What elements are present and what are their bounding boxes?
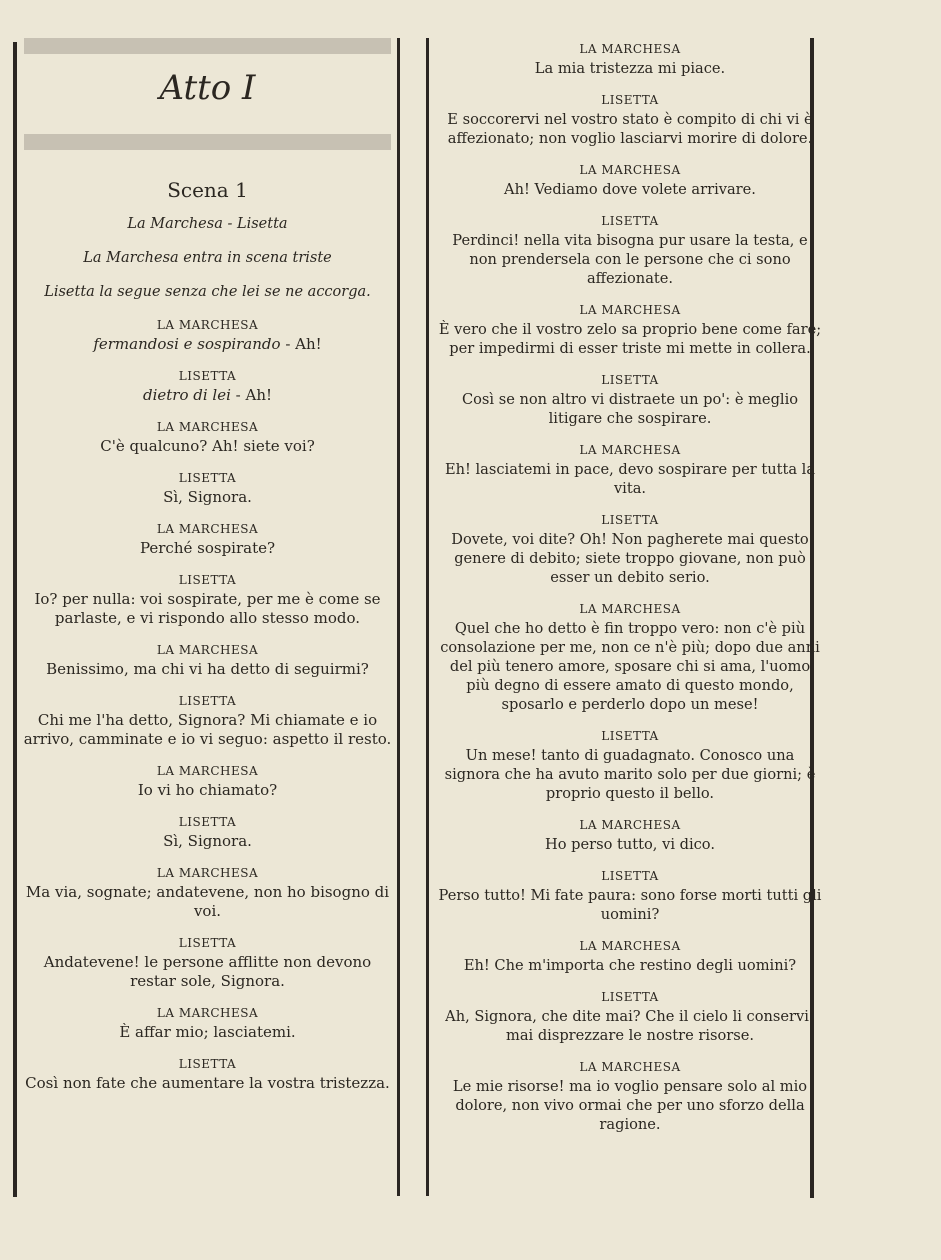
dialogue-entry (20, 522, 395, 558)
dialogue-line (20, 953, 395, 991)
dialogue-entry (438, 818, 822, 854)
speaker-name: LISETTA (178, 369, 237, 383)
speaker-name: LISETTA (601, 214, 659, 228)
speaker-name: LA MARCHESA (156, 643, 259, 657)
dialogue-text: Così se non altro vi distraete un po': è meglio litigare che sospirare. (461, 391, 799, 427)
left-column (20, 38, 395, 1108)
speaker-name: LISETTA (178, 936, 237, 950)
speaker-name: LA MARCHESA (579, 163, 681, 177)
dialogue-line (438, 835, 822, 854)
dialogue-text: È vero che il vostro zelo sa proprio bene come fare; per impedirmi di esser triste mi mette in collera. (438, 321, 822, 357)
stage-direction-inline: dietro di lei (142, 386, 231, 404)
speaker-name: LA MARCHESA (156, 318, 259, 332)
dialogue-entry (438, 42, 822, 78)
speaker-name: LA MARCHESA (579, 443, 681, 457)
dialogue-entry (438, 990, 822, 1045)
dialogue-text: Ma via, sognate; andatevene, non ho bisogno di voi. (25, 883, 390, 920)
dialogue-text: Perso tutto! Mi fate paura: sono forse morti tutti gli uomini? (438, 887, 822, 923)
dialogue-entry (438, 1060, 822, 1134)
dialogue-entry (20, 694, 395, 749)
dialogue-line (438, 530, 822, 587)
dialogue-line (438, 390, 822, 428)
speaker-name: LA MARCHESA (579, 602, 681, 616)
speaker-name: LA MARCHESA (156, 764, 259, 778)
dialogue-entry (438, 729, 822, 803)
speaker-name: LISETTA (601, 990, 659, 1004)
dialogue-text: Io? per nulla: voi sospirate, per me è come se parlaste, e vi rispondo allo stesso modo. (34, 590, 381, 627)
dialogue-line (438, 59, 822, 78)
dialogue-entry (438, 513, 822, 587)
header-bar-top (24, 38, 391, 54)
dialogue-entry (20, 573, 395, 628)
dialogue-text: Ho perso tutto, vi dico. (545, 836, 715, 853)
dialogue-line (20, 1074, 395, 1093)
dialogue-text: - Ah! (285, 335, 322, 353)
dialogue-line (438, 956, 822, 975)
speaker-name: LISETTA (178, 815, 237, 829)
dialogue-line (20, 437, 395, 456)
dialogue-entry (20, 866, 395, 921)
dialogue-entry (20, 815, 395, 851)
dialogue-line (20, 781, 395, 800)
dialogue-line (20, 539, 395, 558)
dialogue-text: Così non fate che aumentare la vostra tristezza. (25, 1074, 390, 1092)
speaker-name: LISETTA (601, 869, 659, 883)
dialogue-line (438, 180, 822, 199)
stage-direction: La Marchesa entra in scena triste (83, 250, 332, 266)
dialogue-entry (20, 1057, 395, 1093)
dialogue-line (20, 1023, 395, 1042)
speaker-name: LA MARCHESA (156, 420, 259, 434)
dialogue-entry (20, 369, 395, 405)
left-margin-rule (13, 42, 17, 1197)
speaker-name: LISETTA (178, 573, 237, 587)
right-column (438, 42, 822, 1149)
dialogue-text: Le mie risorse! ma io voglio pensare solo al mio dolore, non vivo ormai che per uno sforzo della ragione. (452, 1078, 808, 1133)
dialogue-entry (438, 602, 822, 714)
dialogue-text: Perdinci! nella vita bisogna pur usare la testa, e non prendersela con le persone che ci sono affezionate. (452, 232, 808, 287)
right-dialogue (438, 42, 822, 1134)
dialogue-line (20, 386, 395, 405)
speaker-name: LISETTA (601, 513, 659, 527)
dialogue-text: - Ah! (235, 386, 273, 404)
act-title: Atto I (159, 68, 256, 108)
dialogue-text: C'è qualcuno? Ah! siete voi? (100, 437, 315, 455)
dialogue-line (438, 231, 822, 288)
dialogue-line (20, 590, 395, 628)
dialogue-line (20, 660, 395, 679)
dialogue-text: La mia tristezza mi piace. (534, 60, 726, 77)
speaker-name: LISETTA (178, 1057, 237, 1071)
left-column-right-rule (397, 38, 400, 1196)
speaker-name: LA MARCHESA (156, 522, 259, 536)
dialogue-line (20, 335, 395, 354)
dialogue-text: Andatevene! le persone afflitte non devono restar sole, Signora. (43, 953, 372, 990)
speaker-name: LISETTA (601, 729, 659, 743)
dialogue-entry (438, 939, 822, 975)
speaker-name: LA MARCHESA (579, 42, 681, 56)
dialogue-line (438, 460, 822, 498)
speaker-name: LA MARCHESA (579, 1060, 681, 1074)
stage-direction: La Marchesa - Lisetta (127, 216, 288, 232)
dialogue-text: Benissimo, ma chi vi ha detto di seguirmi? (46, 660, 369, 678)
dialogue-entry (20, 643, 395, 679)
dialogue-entry (438, 373, 822, 428)
speaker-name: LA MARCHESA (156, 866, 259, 880)
dialogue-text: Eh! lasciatemi in pace, devo sospirare per tutta la vita. (444, 461, 816, 497)
dialogue-text: Perché sospirate? (139, 539, 276, 557)
dialogue-entry (438, 163, 822, 199)
dialogue-entry (20, 764, 395, 800)
dialogue-line (438, 110, 822, 148)
dialogue-entry (20, 936, 395, 991)
dialogue-entry (20, 1006, 395, 1042)
speaker-name: LISETTA (601, 373, 659, 387)
speaker-name: LA MARCHESA (579, 939, 681, 953)
speaker-name: LISETTA (601, 93, 659, 107)
dialogue-line (438, 320, 822, 358)
dialogue-text: Sì, Signora. (163, 488, 252, 506)
scene-title: Scena 1 (167, 178, 248, 202)
dialogue-entry (438, 303, 822, 358)
dialogue-entry (20, 420, 395, 456)
speaker-name: LISETTA (178, 471, 237, 485)
dialogue-text: È affar mio; lasciatemi. (119, 1023, 296, 1041)
dialogue-text: Sì, Signora. (163, 832, 252, 850)
speaker-name: LA MARCHESA (579, 818, 681, 832)
dialogue-text: Chi me l'ha detto, Signora? Mi chiamate e io arrivo, camminate e io vi seguo: aspetto il resto. (23, 711, 392, 748)
speaker-name: LA MARCHESA (156, 1006, 259, 1020)
header-bar-bottom (24, 134, 391, 150)
dialogue-line (20, 832, 395, 851)
dialogue-line (20, 883, 395, 921)
dialogue-entry (438, 443, 822, 498)
dialogue-line (438, 886, 822, 924)
dialogue-line (438, 619, 822, 714)
speaker-name: LISETTA (178, 694, 237, 708)
stage-direction: Lisetta la segue senza che lei se ne accorga. (44, 284, 371, 300)
dialogue-entry (438, 93, 822, 148)
dialogue-line (438, 1077, 822, 1134)
speaker-name: LA MARCHESA (579, 303, 681, 317)
dialogue-text: Ah! Vediamo dove volete arrivare. (504, 181, 756, 198)
dialogue-text: E soccorervi nel vostro stato è compito di chi vi è affezionato; non voglio lasciarvi morire di dolore. (447, 111, 813, 147)
dialogue-text: Dovete, voi dite? Oh! Non pagherete mai questo genere di debito; siete troppo giovane, non può esser un debito serio. (451, 531, 809, 586)
stage-direction-inline: fermandosi e sospirando (93, 335, 281, 353)
left-dialogue (20, 318, 395, 1093)
dialogue-entry (438, 869, 822, 924)
dialogue-line (438, 746, 822, 803)
dialogue-entry (20, 471, 395, 507)
dialogue-entry (20, 318, 395, 354)
dialogue-text: Quel che ho detto è fin troppo vero: non c'è più consolazione per me, non ce n'è più; dopo due anni del più tenero amore, sposare chi si ama, l'uomo più degno di essere amato di questo mondo, sposarlo e perderlo dopo un mese! (440, 620, 820, 713)
dialogue-line (20, 711, 395, 749)
dialogue-text: Eh! Che m'importa che restino degli uomini? (463, 957, 797, 974)
dialogue-line (20, 488, 395, 507)
dialogue-line (438, 1007, 822, 1045)
dialogue-text: Ah, Signora, che dite mai? Che il cielo li conservi! mai disprezzare le nostre risorse. (445, 1008, 815, 1044)
dialogue-text: Io vi ho chiamato? (137, 781, 278, 799)
right-column-left-rule (426, 38, 429, 1196)
dialogue-text: Un mese! tanto di guadagnato. Conosco una signora che ha avuto marito solo per due giorni; è proprio questo il bello. (444, 747, 816, 802)
dialogue-entry (438, 214, 822, 288)
